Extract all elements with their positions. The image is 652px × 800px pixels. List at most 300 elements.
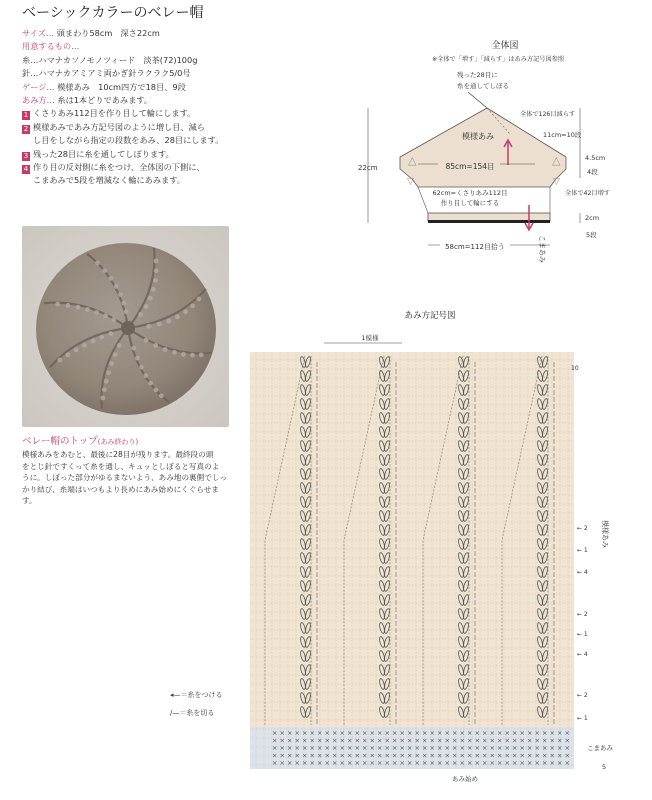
sc-stitch: × [324, 751, 330, 760]
sc-stitch: × [437, 744, 443, 752]
width-62-sub: 作り目して輪にする [440, 199, 500, 207]
caption-title-text: ベレー帽のトップ [22, 436, 98, 447]
row-mark: ← 4 [577, 569, 588, 576]
sc-stitch: × [542, 751, 548, 760]
sc-stitch: × [294, 729, 300, 737]
width-58: 58cm=112目拾う [445, 243, 505, 251]
sc-stitch: × [467, 744, 473, 752]
pattern-info [22, 27, 267, 188]
caption-line: うに。しぼった部分がゆるまないよう、あみ地の裏側でしっ [22, 473, 228, 482]
beret-bump [154, 388, 159, 393]
beret-bump [94, 310, 99, 315]
sc-stitch: × [474, 736, 480, 745]
beret-bump [124, 309, 129, 314]
sc-stitch: × [512, 744, 518, 752]
sc-stitch: × [399, 744, 405, 752]
sc-stitch: × [392, 744, 398, 752]
sc-stitch: × [482, 736, 488, 745]
sc-stitch: × [452, 729, 458, 737]
sc-stitch: × [452, 736, 458, 745]
sc-stitch: × [497, 744, 503, 752]
page-title: ベーシックカラーのベレー帽 [22, 5, 204, 21]
sc-stitch: × [504, 729, 510, 737]
sc-stitch: × [564, 736, 570, 745]
stitch-chart [240, 305, 652, 800]
sc-stitch: × [527, 759, 533, 767]
beret-bump [139, 365, 144, 370]
beret-bump [147, 324, 152, 329]
sc-stitch: × [399, 759, 405, 767]
sc-stitch: × [309, 736, 315, 745]
sc-stitch: × [339, 744, 345, 752]
materials-heading: 用意するもの… [22, 41, 80, 52]
sc-stitch: × [369, 744, 375, 752]
beret-bump [153, 343, 158, 348]
sc-stitch: × [414, 736, 420, 745]
sc-stitch: × [317, 736, 323, 745]
caption-line: 模様あみをあむと、最後に28目が残ります。最終段の頭 [22, 450, 214, 459]
sc-stitch: × [347, 736, 353, 745]
beret-bump [153, 278, 158, 283]
repeat-label: 1模様 [361, 334, 379, 342]
sc-stitch: × [527, 736, 533, 745]
sc-stitch: × [422, 751, 428, 760]
sc-stitch: × [437, 736, 443, 745]
top-height: 11cm=10段 [543, 131, 582, 139]
caption-line: かり結び、糸端はいつもより長めにあみ始めにくぐらせます。 [22, 484, 219, 505]
sc-stitch: × [332, 729, 338, 737]
width-85: 85cm=154目 [445, 162, 495, 171]
sc-stitch: × [519, 759, 525, 767]
sc-stitch: × [444, 751, 450, 760]
method-label: あみ方… [22, 95, 55, 106]
gauge-row [22, 81, 267, 94]
sc-stitch: × [557, 729, 563, 737]
method-value: 糸は1本どりであみます。 [57, 95, 152, 106]
beret-bump [95, 261, 100, 266]
band-rows: 5段 [586, 231, 597, 239]
sc-stitch: × [549, 759, 555, 767]
beret-bump [102, 387, 107, 392]
top-note-2: 糸を通してしぼる [457, 82, 509, 90]
sc-stitch: × [512, 729, 518, 737]
sc-stitch: × [519, 751, 525, 760]
sc-stitch: × [429, 751, 435, 760]
step-3 [22, 148, 267, 161]
beret-bump [190, 303, 195, 308]
beret-bump [58, 358, 63, 363]
sc-stitch: × [309, 729, 315, 737]
legend-cut-text: ＝糸を切る [179, 709, 215, 717]
sc-stitch: × [534, 729, 540, 737]
sc-stitch: × [324, 759, 330, 767]
sc-stitch: × [482, 729, 488, 737]
legend-cut [170, 708, 214, 718]
sc-stitch: × [272, 729, 278, 737]
sc-stitch: × [564, 759, 570, 767]
sc-stitch: × [377, 729, 383, 737]
sc-stitch: × [279, 736, 285, 745]
sc-stitch: × [564, 744, 570, 752]
sc-stitch: × [542, 744, 548, 752]
beret-bump [166, 319, 171, 324]
sc-stitch: × [407, 729, 413, 737]
sc-stitch: × [354, 729, 360, 737]
beret-bump [148, 296, 153, 301]
sc-stitch: × [527, 751, 533, 760]
beret-bump [144, 338, 149, 343]
sc-stitch: × [294, 744, 300, 752]
attach-thread-icon: ◂— [170, 691, 181, 699]
sc-stitch: × [459, 744, 465, 752]
beret-bump [111, 317, 116, 322]
beret-bump [101, 396, 106, 401]
sc-stitch: × [414, 751, 420, 760]
sc-stitch: × [302, 759, 308, 767]
svg-text:△: △ [552, 154, 561, 167]
sc-stitch: × [362, 736, 368, 745]
sc-stitch: × [512, 759, 518, 767]
sc-stitch: × [497, 736, 503, 745]
caption-body [22, 449, 232, 507]
yarn-text: 糸…ハマナカソノモノツィード 淡茶(72)100g [22, 54, 198, 65]
sc-stitch: × [317, 744, 323, 752]
sc-stitch: × [347, 759, 353, 767]
step-number: 3 [23, 151, 29, 160]
sc-stitch: × [422, 759, 428, 767]
sc-stitch: × [354, 759, 360, 767]
top-note-1: 残った28目に [457, 71, 498, 79]
sc-stitch: × [429, 729, 435, 737]
sc-stitch: × [407, 751, 413, 760]
sc-stitch: × [497, 759, 503, 767]
step-2 [22, 121, 267, 134]
beret-bump [175, 314, 180, 319]
sc-stitch: × [549, 736, 555, 745]
sc-stitch: × [452, 751, 458, 760]
beret-bump [109, 331, 114, 336]
beret-bump [104, 379, 109, 384]
sc-stitch: × [392, 759, 398, 767]
band-label: こまあみ [538, 235, 546, 263]
size-value: 頭まわり58cm 深さ22cm [56, 28, 160, 38]
sc-stitch: × [392, 751, 398, 760]
sc-stitch: × [287, 744, 293, 752]
beret-bump [199, 352, 204, 357]
gauge-label: ゲージ… [22, 81, 55, 92]
sc-stitch: × [549, 744, 555, 752]
beret-bump [172, 350, 177, 355]
sc-stitch: × [564, 729, 570, 737]
sc-stitch: × [392, 729, 398, 737]
sc-stitch: × [489, 736, 495, 745]
sc-stitch: × [519, 736, 525, 745]
sc-stitch: × [302, 744, 308, 752]
sc-stitch: × [527, 744, 533, 752]
overview-diagram [340, 38, 652, 273]
sc-stitch: × [504, 744, 510, 752]
sc-stitch: × [422, 736, 428, 745]
step-text-cont: し目をしながら指定の段数をあみ、28目にします。 [33, 135, 224, 146]
sc-stitch: × [549, 751, 555, 760]
increase-label: 全体で42目増す [565, 190, 610, 197]
sc-stitch: × [384, 744, 390, 752]
sc-stitch: × [279, 751, 285, 760]
sc-stitch: × [287, 751, 293, 760]
sc-stitch: × [399, 736, 405, 745]
sc-stitch: × [279, 729, 285, 737]
sc-stitch: × [309, 759, 315, 767]
sc-stitch: × [542, 736, 548, 745]
sc-stitch: × [302, 751, 308, 760]
row-mark: ← 4 [577, 651, 588, 658]
sc-stitch: × [557, 751, 563, 760]
beret-bump [55, 302, 60, 307]
step-1 [22, 107, 267, 120]
sc-stitch: × [422, 729, 428, 737]
beret-bump [118, 292, 123, 297]
row-mark: ← 1 [577, 631, 588, 638]
size-row [22, 27, 267, 40]
sc-stitch: × [512, 751, 518, 760]
sc-stitch: × [317, 751, 323, 760]
beret-bump [154, 268, 159, 273]
sc-stitch: × [377, 744, 383, 752]
sc-stitch: × [392, 736, 398, 745]
sc-stitch: × [467, 759, 473, 767]
sc-stitch: × [339, 729, 345, 737]
sc-stitch: × [377, 736, 383, 745]
step-number: 1 [23, 111, 29, 120]
svg-text:▽: ▽ [553, 177, 560, 187]
sc-stitch: × [519, 729, 525, 737]
caption-line: をとじ針ですくって糸を通し、キュッとしぼると写真のよ [22, 461, 220, 471]
sc-stitch: × [459, 736, 465, 745]
sc-stitch: × [339, 751, 345, 760]
beret-bump [190, 353, 195, 358]
sc-stitch: × [444, 736, 450, 745]
sc-stitch: × [444, 759, 450, 767]
beret-bump [66, 303, 71, 308]
beret-bump [108, 276, 113, 281]
sc-stitch: × [272, 736, 278, 745]
sc-stitch: × [564, 751, 570, 760]
step-4 [22, 161, 267, 174]
sc-stitch: × [497, 729, 503, 737]
sc-stitch: × [512, 736, 518, 745]
step-number: 2 [23, 124, 29, 133]
beret-bump [148, 381, 153, 386]
sc-stitch: × [459, 751, 465, 760]
svg-text:▽: ▽ [407, 177, 414, 187]
step-text: くさりあみ112目を作り目して輪にします。 [33, 108, 196, 119]
row-mark: ← 2 [577, 692, 588, 699]
sc-stitch: × [324, 729, 330, 737]
sc-stitch: × [534, 744, 540, 752]
sc-stitch: × [399, 751, 405, 760]
chart-bottom-right-2: 5 [602, 763, 607, 771]
sc-stitch: × [437, 729, 443, 737]
sc-stitch: × [534, 759, 540, 767]
beret-bump [103, 313, 108, 318]
sc-stitch: × [332, 744, 338, 752]
overview-note: ※全体で「増す」「減らす」はあみ方記号図参照 [431, 56, 565, 63]
beret-bump [157, 322, 162, 327]
sc-stitch: × [362, 744, 368, 752]
sc-stitch: × [332, 736, 338, 745]
beret-bump [106, 370, 111, 375]
sc-stitch: × [347, 729, 353, 737]
row-10: 10 [571, 365, 579, 372]
row-mark: ← 2 [577, 611, 588, 618]
sc-stitch: × [272, 759, 278, 767]
cut-thread-icon: ∕— [170, 709, 180, 717]
sc-stitch: × [279, 744, 285, 752]
beret-bump [100, 335, 105, 340]
sc-stitch: × [377, 751, 383, 760]
sc-stitch: × [309, 751, 315, 760]
svg-text:△: △ [408, 154, 417, 167]
sc-stitch: × [279, 759, 285, 767]
sc-stitch: × [302, 736, 308, 745]
sc-stitch: × [437, 759, 443, 767]
sc-stitch: × [347, 744, 353, 752]
beret-bump [74, 347, 79, 352]
legend-attach-text: ＝糸をつける [180, 691, 223, 699]
beret-bump [66, 352, 71, 357]
sc-stitch: × [467, 729, 473, 737]
sc-stitch: × [347, 751, 353, 760]
sc-stitch: × [287, 736, 293, 745]
beret-bump [151, 287, 156, 292]
step-text-cont: こまあみで5段を増減なく輪にあみます。 [33, 175, 185, 186]
step-text: 模様あみであみ方記号図のように増し目、減ら [33, 121, 205, 132]
mid-rows: 4段 [587, 168, 598, 176]
beret-bump [159, 393, 164, 398]
sc-stitch: × [444, 729, 450, 737]
sc-stitch: × [362, 729, 368, 737]
sc-stitch: × [474, 744, 480, 752]
beret-bump [144, 373, 149, 378]
chart-right-label: 模様あみ [601, 520, 609, 548]
beret-bump [181, 352, 186, 357]
beret-bump [183, 309, 188, 314]
hook-text: 針…ハマナカアミアミ両かぎ針ラクラク5/0号 [22, 68, 191, 79]
sc-stitch: × [354, 751, 360, 760]
sc-stitch: × [527, 729, 533, 737]
sc-stitch: × [309, 744, 315, 752]
sc-stitch: × [407, 736, 413, 745]
chart-bottom-label: あみ始め [452, 775, 478, 783]
sc-stitch: × [384, 729, 390, 737]
pattern-label: 模様あみ [462, 132, 494, 141]
sc-stitch: × [354, 736, 360, 745]
sc-stitch: × [474, 759, 480, 767]
method-row [22, 94, 267, 107]
sc-stitch: × [452, 744, 458, 752]
beret-bump [109, 361, 114, 366]
sc-stitch: × [429, 759, 435, 767]
sc-stitch: × [429, 736, 435, 745]
beret-bump [76, 305, 81, 310]
sc-stitch: × [294, 736, 300, 745]
beret-bump [131, 346, 136, 351]
band-height: 2cm [585, 214, 600, 222]
beret-bump [82, 343, 87, 348]
beret-bump [135, 356, 140, 361]
beret-bump [163, 347, 168, 352]
chart-bottom-right-1: こまあみ [587, 744, 613, 752]
sc-stitch: × [497, 751, 503, 760]
width-62: 62cm=くさりあみ112目 [432, 189, 508, 197]
sc-stitch: × [302, 729, 308, 737]
sc-stitch: × [362, 751, 368, 760]
row-mark: ← 1 [577, 547, 588, 554]
sc-stitch: × [414, 729, 420, 737]
beret-bump [138, 312, 143, 317]
sc-stitch: × [294, 751, 300, 760]
sc-stitch: × [467, 751, 473, 760]
height-total: 22cm [358, 164, 378, 172]
sc-stitch: × [317, 759, 323, 767]
sc-stitch: × [542, 759, 548, 767]
sc-stitch: × [452, 759, 458, 767]
sc-stitch: × [272, 751, 278, 760]
sc-stitch: × [339, 736, 345, 745]
beret-bump [85, 307, 90, 312]
sc-stitch: × [369, 759, 375, 767]
step-number: 4 [23, 165, 29, 174]
sc-stitch: × [414, 744, 420, 752]
sc-stitch: × [429, 744, 435, 752]
legend-attach [170, 690, 223, 700]
sc-stitch: × [557, 744, 563, 752]
row-mark: ← 1 [577, 715, 588, 722]
sc-stitch: × [399, 729, 405, 737]
sc-stitch: × [407, 759, 413, 767]
sc-stitch: × [474, 729, 480, 737]
sc-stitch: × [504, 751, 510, 760]
sc-stitch: × [414, 759, 420, 767]
sc-stitch: × [489, 744, 495, 752]
sc-stitch: × [504, 759, 510, 767]
sc-stitch: × [489, 729, 495, 737]
sc-stitch: × [557, 759, 563, 767]
sc-stitch: × [474, 751, 480, 760]
sc-stitch: × [459, 759, 465, 767]
sc-stitch: × [467, 736, 473, 745]
sc-stitch: × [489, 751, 495, 760]
sc-stitch: × [489, 759, 495, 767]
decrease-label: 全体で126目減らす [520, 111, 576, 118]
sc-stitch: × [339, 759, 345, 767]
step-text: 作り目の反対側に糸をつけ、全体図の下側に、 [33, 162, 205, 173]
sc-stitch: × [534, 736, 540, 745]
overview-title: 全体図 [491, 41, 519, 51]
beret-bump [144, 304, 149, 309]
sc-stitch: × [369, 751, 375, 760]
sc-stitch: × [332, 751, 338, 760]
beret-bump [154, 259, 159, 264]
beret-bump [117, 343, 122, 348]
sc-stitch: × [332, 759, 338, 767]
sc-stitch: × [377, 759, 383, 767]
beret-bump [102, 268, 107, 273]
sc-stitch: × [549, 729, 555, 737]
sc-stitch: × [459, 729, 465, 737]
row-mark: ← 2 [577, 525, 588, 532]
sc-stitch: × [519, 744, 525, 752]
